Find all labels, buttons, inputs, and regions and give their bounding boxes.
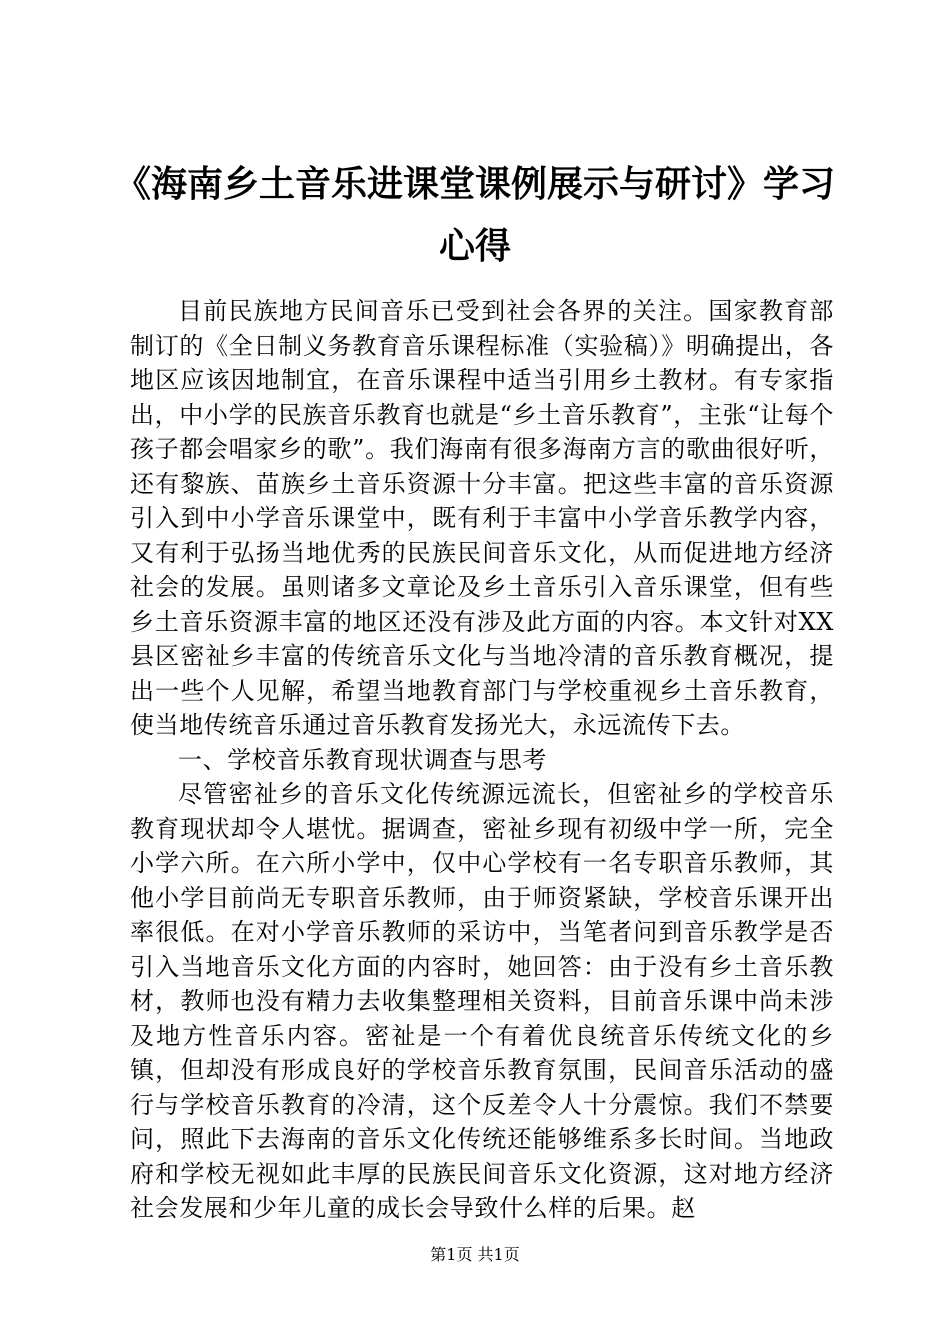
page-number-footer: 第1页 共1页 xyxy=(430,1245,520,1264)
document-title-line-1: 《海南乡土音乐进课堂课例展示与研讨》学习 xyxy=(114,163,835,205)
document-title-line-2: 心得 xyxy=(438,225,511,267)
paragraph-survey: 尽管密祉乡的音乐文化传统源远流长，但密祉乡的学校音乐教育现状却令人堪忧。据调查，密祉乡现有初级中学一所，完全小学六所。在六所小学中，仅中心学校有一名专职音乐教师，其他小学目前尚无专职音乐教师，由于师资紧缺，学校音乐课开出率很低。在对小学音乐教师的采访中，当笔者问到音乐教学是否引入当地音乐文化方面的内容时，她回答：由于没有乡土音乐教材，教师也没有精力去收集整理相关资料，目前音乐课中尚未涉及地方性音乐内容。密祉是一个有着优良统音乐传统文化的乡镇，但却没有形成良好的学校音乐教育氛围，民间音乐活动的盛行与学校音乐教育的冷清，这个反差令人十分震惊。我们不禁要问，照此下去海南的音乐文化传统还能够维系多长时间。当地政府和学校无视如此丰厚的民族民间音乐文化资源，这对地方经济社会发展和少年儿童的成长会导致什么样的后果。赵 xyxy=(130,780,834,1222)
section-heading: 一、学校音乐教育现状调查与思考 xyxy=(178,745,547,774)
paragraph-intro: 目前民族地方民间音乐已受到社会各界的关注。国家教育部制订的《全日制义务教育音乐课程标准（实验稿）》明确提出，各地区应该因地制宜，在音乐课程中适当引用乡土教材。有专家指出，中小学的民族音乐教育也就是“乡土音乐教育”，主张“让每个孩子都会唱家乡的歌”。我们海南有很多海南方言的歌曲很好听，还有黎族、苗族乡土音乐资源十分丰富。把这些丰富的音乐资源引入到中小学音乐课堂中，既有利于丰富中小学音乐教学内容，又有利于弘扬当地优秀的民族民间音乐文化，从而促进地方经济社会的发展。虽则诸多文章论及乡土音乐引入音乐课堂，但有些乡土音乐资源丰富的地区还没有涉及此方面的内容。本文针对XX县区密祉乡丰富的传统音乐文化与当地冷清的音乐教育概况，提出一些个人见解，希望当地教育部门与学校重视乡土音乐教育，使当地传统音乐通过音乐教育发扬光大，永远流传下去。 xyxy=(130,297,834,739)
document-body xyxy=(130,294,834,1226)
